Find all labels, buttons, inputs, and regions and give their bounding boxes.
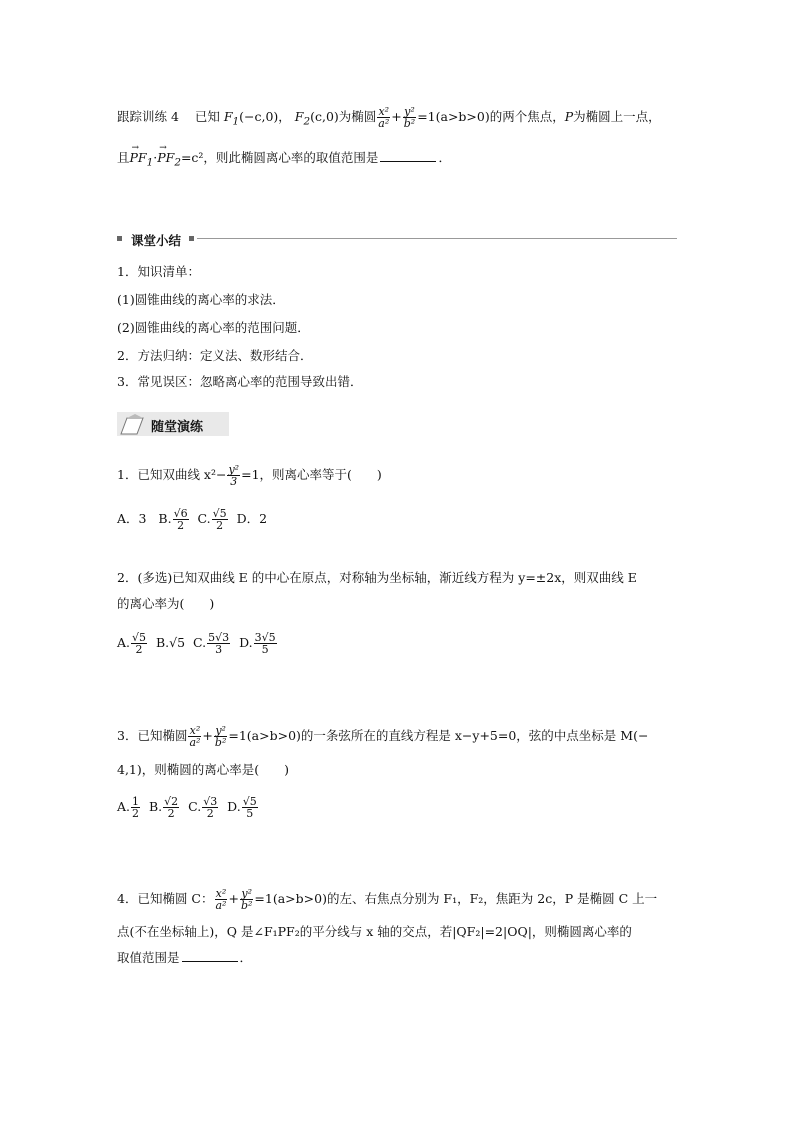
fraction-y2-b2: $\frac{\text{y²}}{\text{b²}}$ bbox=[214, 724, 227, 749]
question-4-line2: 点(不在坐标轴上)，Q 是∠F₁PF₂的平分线与 x 轴的交点，若|QF₂|=2|OQ|，则椭圆离心率的 bbox=[117, 924, 632, 939]
exercise-4-line1 bbox=[117, 106, 661, 130]
banner-title: 随堂演练 bbox=[151, 420, 204, 435]
answer-blank[interactable] bbox=[380, 161, 436, 162]
square-icon bbox=[117, 236, 122, 241]
answer-blank[interactable] bbox=[182, 961, 238, 962]
text: (−c,0)， bbox=[239, 109, 291, 124]
option-c[interactable]: C. $\frac{5√3}{3}$ bbox=[193, 631, 230, 656]
question-1 bbox=[117, 464, 382, 487]
option-a[interactable]: A. $\frac{√5}{2}$ bbox=[117, 631, 147, 656]
vector-pf1: → $PF_1$ bbox=[130, 150, 154, 171]
exercise-4-line2 bbox=[117, 150, 451, 171]
question-4-line3 bbox=[117, 950, 252, 966]
fraction-x2-a2: $\frac{\text{x²}}{\text{a²}}$ bbox=[215, 887, 227, 912]
question-3-options bbox=[117, 796, 259, 819]
text: ． bbox=[438, 150, 451, 165]
question-2-line1: 2．(多选)已知双曲线 E 的中心在原点，对称轴为坐标轴，渐近线方程为 y=±2x，则双曲线 E bbox=[117, 570, 637, 585]
question-2-line2: 的离心率为( ) bbox=[117, 596, 215, 611]
dot: · bbox=[153, 150, 158, 165]
text: =1，则离心率等于( ) bbox=[241, 467, 382, 482]
fraction-y2-b2: $\frac{\text{y²}}{\text{b²}}$ bbox=[403, 105, 416, 130]
text: 取值范围是 bbox=[117, 950, 180, 965]
option-b[interactable]: B. $\frac{√6}{2}$ bbox=[158, 507, 188, 532]
text: 已知 bbox=[194, 109, 220, 124]
summary-item: (2)圆锥曲线的离心率的范围问题． bbox=[117, 320, 310, 335]
question-1-options bbox=[117, 508, 267, 531]
fraction-x2-a2: $\frac{\text{x²}}{\text{a²}}$ bbox=[378, 105, 390, 130]
text: =1(a>b>0)的左、右焦点分别为 F₁，F₂，焦距为 2c，P 是椭圆 C 上一 bbox=[254, 891, 658, 906]
question-3-line2: 4,1)，则椭圆的离心率是( ) bbox=[117, 762, 290, 777]
fraction-y2-3: $\frac{\text{y²}}{3}$ bbox=[228, 463, 240, 488]
question-4-line1: 4．已知椭圆 C： $\frac{\text{x²}}{\text{a²}}$ + $\frac{\text{y²}}{\text{b²}}$ =1(a>b>0)的左、右焦点分别为 F₁，F₂，焦距为 2c，P 是椭圆 C 上一 bbox=[117, 887, 658, 912]
p-symbol: P bbox=[564, 109, 574, 124]
text: =1(a>b>0)的两个焦点， bbox=[417, 109, 565, 124]
option-c[interactable]: C. $\frac{√5}{2}$ bbox=[197, 507, 227, 532]
option-a[interactable]: A. $\frac{1}{2}$ bbox=[117, 795, 140, 820]
summary-item: 2．方法归纳：定义法、数形结合． bbox=[117, 348, 313, 363]
option-b[interactable]: B. $\frac{√2}{2}$ bbox=[148, 795, 179, 820]
fraction-y2-b2: $\frac{\text{y²}}{\text{b²}}$ bbox=[240, 887, 253, 912]
f1-symbol: $F_1$ bbox=[223, 109, 240, 128]
option-a[interactable]: A．3 bbox=[117, 511, 147, 526]
option-d[interactable]: D．2 bbox=[236, 511, 268, 526]
square-icon bbox=[189, 236, 194, 241]
section-header-summary bbox=[117, 232, 677, 246]
text: (c,0)为椭圆 bbox=[310, 109, 377, 124]
summary-item: (1)圆锥曲线的离心率的求法． bbox=[117, 292, 285, 307]
section-title: 课堂小结 bbox=[131, 233, 182, 248]
divider bbox=[197, 238, 677, 239]
text: 3．已知椭圆 bbox=[117, 728, 188, 743]
text: =1(a>b>0)的一条弦所在的直线方程是 x−y+5=0，弦的中点坐标是 M(− bbox=[228, 728, 649, 743]
text: 4．已知椭圆 C： bbox=[117, 891, 214, 906]
option-b[interactable]: B.√5 bbox=[155, 635, 186, 650]
text: 1．已知双曲线 x²− bbox=[117, 467, 227, 482]
page-corner-icon bbox=[117, 412, 147, 436]
fraction-x2-a2: $\frac{\text{x²}}{\text{a²}}$ bbox=[189, 724, 201, 749]
option-d[interactable]: D. $\frac{√5}{5}$ bbox=[227, 795, 257, 820]
option-d[interactable]: D. $\frac{3√5}{5}$ bbox=[239, 631, 276, 656]
vector-pf2: → $PF_2$ bbox=[157, 150, 181, 171]
practice-banner bbox=[117, 412, 229, 436]
summary-item: 3．常见误区：忽略离心率的范围导致出错． bbox=[117, 374, 363, 389]
option-c[interactable]: C. $\frac{√3}{2}$ bbox=[188, 795, 218, 820]
question-3-line1: 3．已知椭圆 $\frac{\text{x²}}{\text{a²}}$ + $\frac{\text{y²}}{\text{b²}}$ =1(a>b>0)的一条弦所在的直线方程是 x−y+5=0，弦的中点坐标是 M(− bbox=[117, 724, 649, 749]
text: 为椭圆上一点， bbox=[573, 109, 661, 124]
plus: + bbox=[391, 109, 402, 124]
summary-item: 1．知识清单： bbox=[117, 264, 200, 279]
f2-symbol: $F_2$ bbox=[294, 109, 311, 128]
text: 且 bbox=[117, 150, 130, 165]
text: ． bbox=[239, 950, 253, 965]
question-2-options bbox=[117, 632, 278, 655]
text: =c²，则此椭圆离心率的取值范围是 bbox=[180, 150, 379, 165]
exercise-label: 跟踪训练 4 bbox=[117, 109, 179, 124]
